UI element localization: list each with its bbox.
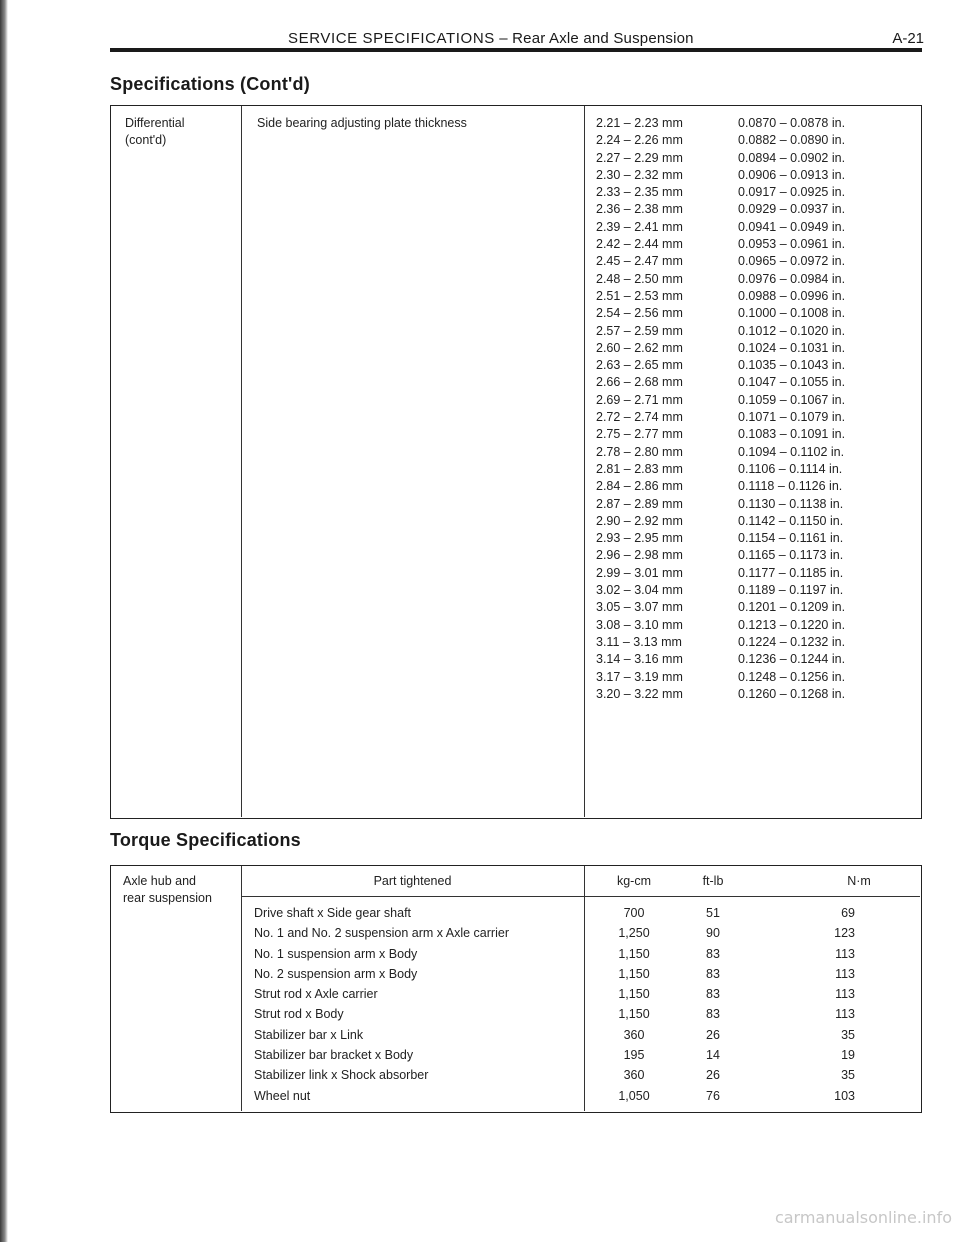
- part-tightened: No. 1 suspension arm x Body: [254, 946, 418, 961]
- mm-value: 2.48 – 2.50 mm: [596, 271, 683, 286]
- inch-value: 0.1236 – 0.1244 in.: [738, 652, 846, 667]
- header-ftlb: ft-lb: [702, 874, 724, 888]
- inch-value: 0.1024 – 0.1031 in.: [738, 340, 846, 355]
- torque-kgcm-column: [594, 903, 674, 1106]
- spec-component: [125, 115, 185, 150]
- mm-value: 2.84 – 2.86 mm: [596, 479, 683, 494]
- mm-value: 2.99 – 3.01 mm: [596, 565, 683, 580]
- mm-value: 3.05 – 3.07 mm: [596, 600, 683, 615]
- nm-value: 123: [834, 926, 855, 941]
- inch-value: 0.1047 – 0.1055 in.: [738, 375, 846, 390]
- mm-value: 2.27 – 2.29 mm: [596, 150, 683, 165]
- inch-value: 0.1094 – 0.1102 in.: [738, 444, 845, 459]
- torque-component-line: Axle hub and: [123, 874, 196, 888]
- mm-value: 3.08 – 3.10 mm: [596, 617, 683, 632]
- page-number: A-21: [892, 30, 924, 47]
- mm-value: 2.75 – 2.77 mm: [596, 427, 683, 442]
- mm-value: 2.39 – 2.41 mm: [596, 219, 683, 234]
- inch-value: 0.1189 – 0.1197 in.: [738, 583, 844, 598]
- spec-mm-column: [596, 115, 683, 703]
- inch-value: 0.1224 – 0.1232 in.: [738, 634, 846, 649]
- kgcm-value: 700: [623, 906, 645, 920]
- mm-value: 2.36 – 2.38 mm: [596, 202, 683, 217]
- inch-value: 0.1035 – 0.1043 in.: [738, 358, 846, 373]
- mm-value: 2.87 – 2.89 mm: [596, 496, 683, 511]
- nm-value: 19: [841, 1048, 855, 1063]
- inch-value: 0.0882 – 0.0890 in.: [738, 133, 846, 148]
- nm-value: 113: [835, 1007, 855, 1022]
- mm-value: 2.93 – 2.95 mm: [596, 531, 683, 546]
- torque-header-rule: [241, 896, 920, 897]
- inch-value: 0.0894 – 0.0902 in.: [738, 150, 846, 165]
- part-tightened: Drive shaft x Side gear shaft: [254, 906, 412, 920]
- mm-value: 3.14 – 3.16 mm: [596, 652, 683, 667]
- mm-value: 2.66 – 2.68 mm: [596, 375, 683, 390]
- running-header-title: [288, 30, 694, 47]
- mm-value: 3.20 – 3.22 mm: [596, 686, 683, 701]
- mm-value: 3.02 – 3.04 mm: [596, 583, 683, 598]
- nm-value: 113: [835, 966, 855, 981]
- torque-col-divider-2: [584, 866, 585, 1111]
- inch-value: 0.1059 – 0.1067 in.: [738, 392, 846, 407]
- ftlb-value: 83: [706, 1007, 720, 1022]
- mm-value: 2.69 – 2.71 mm: [596, 392, 683, 407]
- torque-component-line: rear suspension: [123, 891, 212, 906]
- part-tightened: Wheel nut: [254, 1088, 311, 1103]
- ftlb-value: 51: [706, 906, 720, 920]
- torque-col-divider-1: [241, 866, 242, 1111]
- ftlb-value: 76: [706, 1088, 720, 1103]
- inch-value: 0.1083 – 0.1091 in.: [738, 427, 846, 442]
- kgcm-value: 1,150: [618, 966, 650, 981]
- nm-value: 103: [834, 1088, 855, 1103]
- inch-value: 0.1118 – 0.1126 in.: [738, 479, 843, 494]
- inch-value: 0.1154 – 0.1161 in.: [738, 531, 844, 546]
- mm-value: 2.21 – 2.23 mm: [596, 116, 683, 130]
- inch-value: 0.1106 – 0.1114 in.: [738, 461, 843, 476]
- inch-value: 0.1177 – 0.1185 in.: [738, 565, 844, 580]
- nm-value: 69: [841, 906, 855, 920]
- watermark: carmanualsonline.info: [774, 1208, 952, 1227]
- inch-value: 0.0929 – 0.0937 in.: [738, 202, 846, 217]
- spec-col-divider-2: [584, 106, 585, 817]
- header-rule: [110, 48, 922, 52]
- torque-table: [110, 865, 922, 1113]
- nm-value: 35: [841, 1068, 855, 1083]
- inch-value: 0.1201 – 0.1209 in.: [738, 600, 846, 615]
- mm-value: 2.90 – 2.92 mm: [596, 513, 683, 528]
- nm-value: 113: [835, 946, 855, 961]
- spec-inch-column: [738, 115, 845, 703]
- kgcm-value: 1,250: [618, 926, 650, 941]
- mm-value: 2.72 – 2.74 mm: [596, 410, 683, 425]
- inch-value: 0.1071 – 0.1079 in.: [738, 410, 846, 425]
- spec-section-title: Specifications (Cont'd): [110, 74, 310, 94]
- kgcm-value: 1,150: [618, 1007, 650, 1022]
- header-title-rest: – Rear Axle and Suspension: [494, 30, 694, 47]
- inch-value: 0.1130 – 0.1138 in.: [738, 496, 844, 511]
- part-tightened: Strut rod x Body: [254, 1007, 344, 1022]
- mm-value: 2.45 – 2.47 mm: [596, 254, 683, 269]
- mm-value: 2.78 – 2.80 mm: [596, 444, 683, 459]
- torque-component: [123, 873, 212, 908]
- header-nm: N·m: [847, 874, 871, 888]
- spec-component-line: (cont'd): [125, 133, 167, 148]
- mm-value: 2.96 – 2.98 mm: [596, 548, 683, 563]
- inch-value: 0.0976 – 0.0984 in.: [738, 271, 846, 286]
- mm-value: 2.57 – 2.59 mm: [596, 323, 683, 338]
- header-part-tightened: Part tightened: [373, 874, 452, 888]
- mm-value: 2.33 – 2.35 mm: [596, 185, 683, 200]
- kgcm-value: 360: [623, 1027, 645, 1042]
- mm-value: 2.81 – 2.83 mm: [596, 461, 683, 476]
- mm-value: 2.60 – 2.62 mm: [596, 340, 683, 355]
- part-tightened: Strut rod x Axle carrier: [254, 987, 378, 1002]
- header-kgcm: kg-cm: [616, 874, 652, 888]
- part-tightened: Stabilizer link x Shock absorber: [254, 1068, 429, 1083]
- ftlb-value: 26: [706, 1068, 720, 1083]
- header-title-caps: SERVICE SPECIFICATIONS: [288, 30, 495, 47]
- ftlb-value: 14: [706, 1048, 720, 1063]
- inch-value: 0.0906 – 0.0913 in.: [738, 167, 846, 182]
- mm-value: 2.51 – 2.53 mm: [596, 288, 683, 303]
- part-tightened: Stabilizer bar bracket x Body: [254, 1048, 414, 1063]
- inch-value: 0.0988 – 0.0996 in.: [738, 288, 846, 303]
- spec-component-line: Differential: [125, 116, 185, 130]
- inch-value: 0.0953 – 0.0961 in.: [738, 237, 846, 252]
- mm-value: 2.63 – 2.65 mm: [596, 358, 683, 373]
- inch-value: 0.1165 – 0.1173 in.: [738, 548, 844, 563]
- mm-value: 2.30 – 2.32 mm: [596, 167, 683, 182]
- part-tightened: No. 2 suspension arm x Body: [254, 966, 418, 981]
- torque-part-column: [254, 903, 509, 1106]
- mm-value: 2.24 – 2.26 mm: [596, 133, 683, 148]
- inch-value: 0.1000 – 0.1008 in.: [738, 306, 846, 321]
- kgcm-value: 360: [623, 1068, 645, 1083]
- inch-value: 0.1012 – 0.1020 in.: [738, 323, 846, 338]
- mm-value: 3.11 – 3.13 mm: [596, 634, 682, 649]
- part-tightened: No. 1 and No. 2 suspension arm x Axle carrier: [254, 926, 509, 941]
- inch-value: 0.0917 – 0.0925 in.: [738, 185, 846, 200]
- ftlb-value: 83: [706, 966, 720, 981]
- spec-col-divider-1: [241, 106, 242, 817]
- ftlb-value: 26: [706, 1027, 720, 1042]
- torque-section-title: Torque Specifications: [110, 830, 301, 850]
- ftlb-value: 83: [706, 987, 720, 1002]
- nm-value: 35: [841, 1027, 855, 1042]
- spec-table: [110, 105, 922, 819]
- mm-value: 2.54 – 2.56 mm: [596, 306, 683, 321]
- inch-value: 0.0870 – 0.0878 in.: [738, 116, 846, 130]
- part-tightened: Stabilizer bar x Link: [254, 1027, 364, 1042]
- ftlb-value: 83: [706, 946, 720, 961]
- spec-item: Side bearing adjusting plate thickness: [257, 116, 467, 130]
- inch-value: 0.1248 – 0.1256 in.: [738, 669, 846, 684]
- ftlb-value: 90: [706, 926, 720, 941]
- inch-value: 0.1213 – 0.1220 in.: [738, 617, 846, 632]
- binding-edge: [0, 0, 8, 1242]
- nm-value: 113: [835, 987, 855, 1002]
- kgcm-value: 1,150: [618, 987, 650, 1002]
- mm-value: 3.17 – 3.19 mm: [596, 669, 683, 684]
- mm-value: 2.42 – 2.44 mm: [596, 237, 683, 252]
- kgcm-value: 195: [623, 1048, 645, 1063]
- torque-ftlb-column: [683, 903, 743, 1106]
- torque-nm-column: [801, 903, 855, 1106]
- kgcm-value: 1,150: [618, 946, 650, 961]
- inch-value: 0.1260 – 0.1268 in.: [738, 686, 846, 701]
- inch-value: 0.0965 – 0.0972 in.: [738, 254, 846, 269]
- inch-value: 0.1142 – 0.1150 in.: [738, 513, 844, 528]
- inch-value: 0.0941 – 0.0949 in.: [738, 219, 846, 234]
- kgcm-value: 1,050: [618, 1088, 650, 1103]
